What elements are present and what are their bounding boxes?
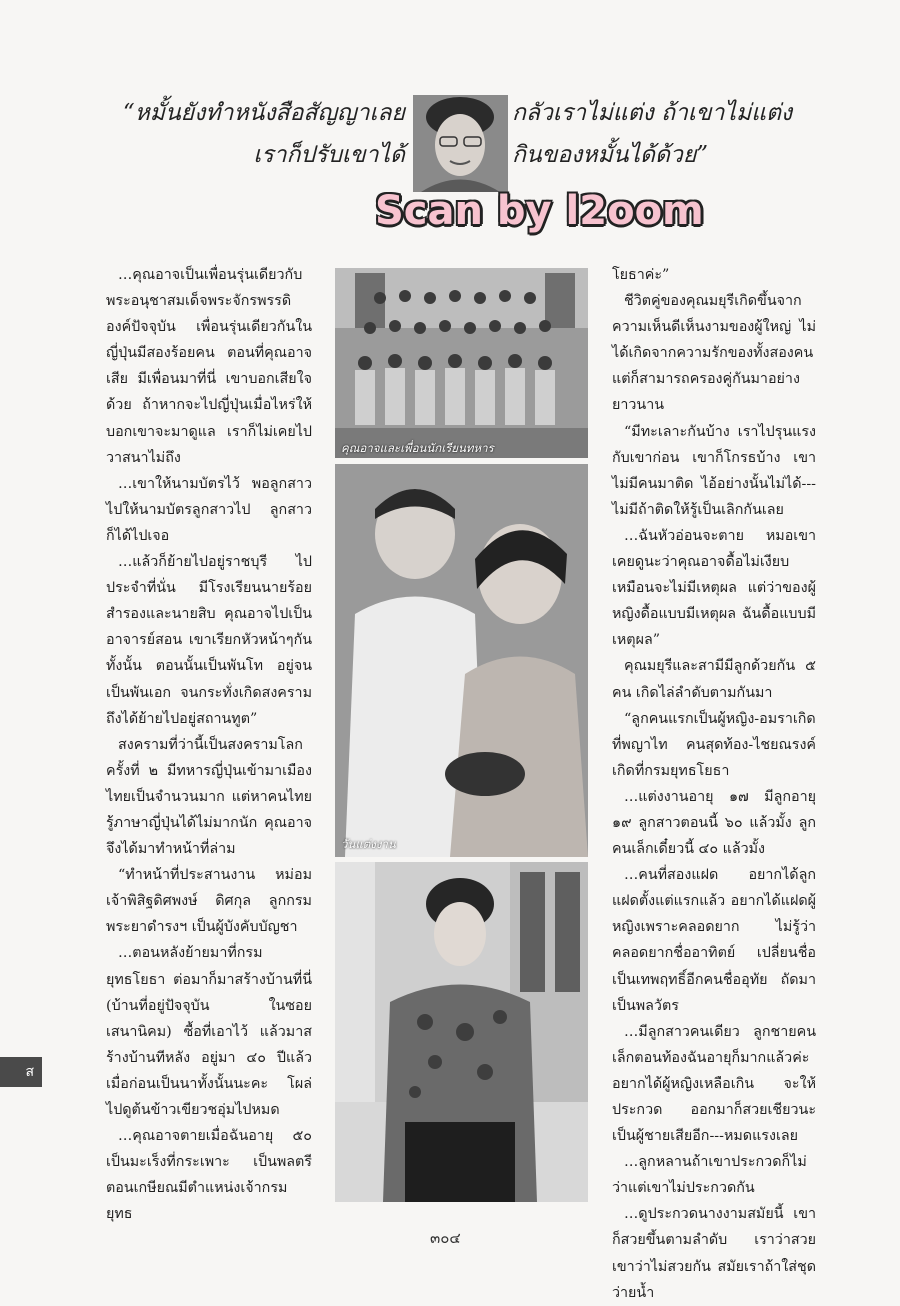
left-text-column — [106, 262, 312, 1227]
header-quote-left — [100, 92, 405, 176]
paragraph: …มีลูกสาวคนเดียว ลูกชายคนเล็กตอนท้องฉันอายุก็มากแล้วค่ะ อยากได้ผู้หญิงเหลือเกิน จะให้ประกวด ออกมาก็สวยเชียวนะ เป็นผู้ชายเสียอีก---หมดแรงเลย — [612, 1023, 816, 1145]
paragraph: …คนที่สองแฝด อยากได้ลูกแฝดตั้งแต่แรกแล้ว อยากได้แฝดผู้หญิงเพราะคลอดยาก ไม่รู้ว่าคลอดยากชื่ออาทิตย์ เปลี่ยนชื่อเป็นเทพฤทธิ์อีกคนชื่ออุทัย ถัดมาเป็นพลวัตร — [612, 867, 816, 1014]
paragraph: …ฉันหัวอ่อนจะตาย หมอเขาเคยดูนะว่าคุณอาจดื้อไม่เงียบ เหมือนจะไม่มีเหตุผล แต่ว่าของผู้หญิงดื้อแบบมีเหตุผล ฉันดื้อแบบมีเหตุผล” — [612, 527, 816, 649]
page-number: ๓๐๔ — [430, 1229, 461, 1247]
watermark-text: Scan by l2oom — [375, 188, 704, 234]
quote-line: กลัวเราไม่แต่ง ถ้าเขาไม่แต่ง — [512, 100, 793, 126]
header-quote-right — [512, 92, 812, 176]
quote-line: กินของหมั้นได้ด้วย” — [512, 142, 709, 168]
photo-caption: วันแต่งงาน — [341, 837, 396, 851]
paragraph: …คุณอาจเป็นเพื่อนรุ่นเดียวกับพระอนุชาสมเด็จพระจักรพรรดิองค์ปัจจุบัน เพื่อนรุ่นเดียวกันในญี่ปุ่นมีสองร้อยคน ตอนที่คุณอาจเสีย มีเพื่อนมาที่นี่ เขาบอกเสียใจด้วย ถ้าหากจะไปญี่ปุ่นเมื่อไหร่ให้บอกเขาจะมาดูแล เราก็ไม่เคยไป วาสนาไม่ถึง — [106, 267, 312, 466]
paragraph: …แต่งงานอายุ ๑๗ มีลูกอายุ ๑๙ ลูกสาวตอนนี้ ๖๐ แล้วมั้ง ลูกคนเล็กเดี๋ยวนี้ ๔๐ แล้วมั้ง — [612, 788, 816, 858]
paragraph: คุณมยุรีและสามีมีลูกด้วยกัน ๕ คน เกิดไล่ลำดับตามกันมา — [612, 658, 816, 701]
portrait-woman-photo — [335, 862, 588, 1202]
section-tab: ส — [0, 1057, 42, 1087]
paragraph: …ลูกหลานถ้าเขาประกวดก็ไม่ว่าแต่เขาไม่ประกวดกัน — [612, 1154, 807, 1197]
paragraph: …ดูประกวดนางงามสมัยนี้ เขาก็สวยขึ้นตามลำดับ เราว่าสวย เขาว่าไม่สวยกัน สมัยเราถ้าใส่ชุดว่ายน้ำ — [612, 1206, 816, 1301]
paragraph: สงครามที่ว่านี้เป็นสงครามโลกครั้งที่ ๒ มีทหารญี่ปุ่นเข้ามาเมืองไทยเป็นจำนวนมาก แต่หาคนไทยรู้ภาษาญี่ปุ่นได้ไม่มากนัก คุณอาจจึงได้มาทำหน้าที่ล่าม — [106, 736, 312, 858]
group-photo — [335, 268, 588, 458]
paragraph: …เขาให้นามบัตรไว้ พอลูกสาวไปให้นามบัตรลูกสาวไป ลูกสาวก็ได้ไปเจอ — [106, 475, 312, 544]
paragraph: ชีวิตคู่ของคุณมยุรีเกิดขึ้นจากความเห็นดีเห็นงามของผู้ใหญ่ ไม่ได้เกิดจากความรักของทั้งสองคน แต่ก็สามารถครองคู่กันมาอย่างยาวนาน — [612, 293, 816, 414]
paragraph: …แล้วก็ย้ายไปอยู่ราชบุรี ไปประจำที่นั่น มีโรงเรียนนายร้อยสำรองและนายสิบ คุณอาจไปเป็นอาจารย์สอน เขาเรียกหัวหน้าๆกันทั้งนั้น ตอนนั้นเป็นพันโท อยู่จนเป็นพันเอก จนกระทั่งเกิดสงคราม ถึงได้ย้ายไปอยู่สถานทูต” — [106, 554, 312, 727]
paragraph: …ตอนหลังย้ายมาที่กรมยุทธโยธา ต่อมาก็มาสร้างบ้านที่นี่ (บ้านที่อยู่ปัจจุบัน ในซอยเสนานิคม) ซื้อที่เอาไว้ แล้วมาสร้างบ้านทีหลัง อยู่มา ๔๐ ปีแล้ว เมื่อก่อนเป็นนาทั้งนั้นนะคะ โผล่ไปดูต้นข้าวเขียวชอุ่มไปหมด — [106, 945, 312, 1118]
paragraph: “มีทะเลาะกันบ้าง เราไปรุนแรงกับเขาก่อน เขาก็โกรธบ้าง เขาไม่มีคนมาติด ไอ้อย่างนั้นไม่ได้---ไม่มีถ้าติดให้รู้เป็นเลิกกันเลย — [612, 423, 816, 518]
photo-caption: คุณอาจและเพื่อนนักเรียนทหาร — [341, 441, 494, 455]
paragraph: “ทำหน้าที่ประสานงาน หม่อมเจ้าพิสิฐดิศพงษ์ ดิศกุล ลูกกรมพระยาดำรงฯ เป็นผู้บังคับบัญชา — [106, 867, 312, 936]
quote-line: “หมั้นยังทำหนังสือสัญญาเลย — [122, 100, 405, 126]
paragraph: “ลูกคนแรกเป็นผู้หญิง-อมราเกิดที่พญาไท คนสุดท้อง-ไชยณรงค์เกิดที่กรมยุทธโยธา — [612, 710, 816, 779]
wedding-photo — [335, 464, 588, 857]
paragraph: โยธาค่ะ” — [612, 267, 670, 283]
paragraph: …คุณอาจตายเมื่อฉันอายุ ๕๐ เป็นมะเร็งที่กระเพาะ เป็นพลตรีตอนเกษียณมีตำแหน่งเจ้ากรมยุทธ — [106, 1128, 312, 1223]
portrait-photo — [413, 95, 508, 192]
quote-line: เราก็ปรับเขาได้ — [253, 142, 405, 168]
right-text-column — [612, 262, 816, 1306]
